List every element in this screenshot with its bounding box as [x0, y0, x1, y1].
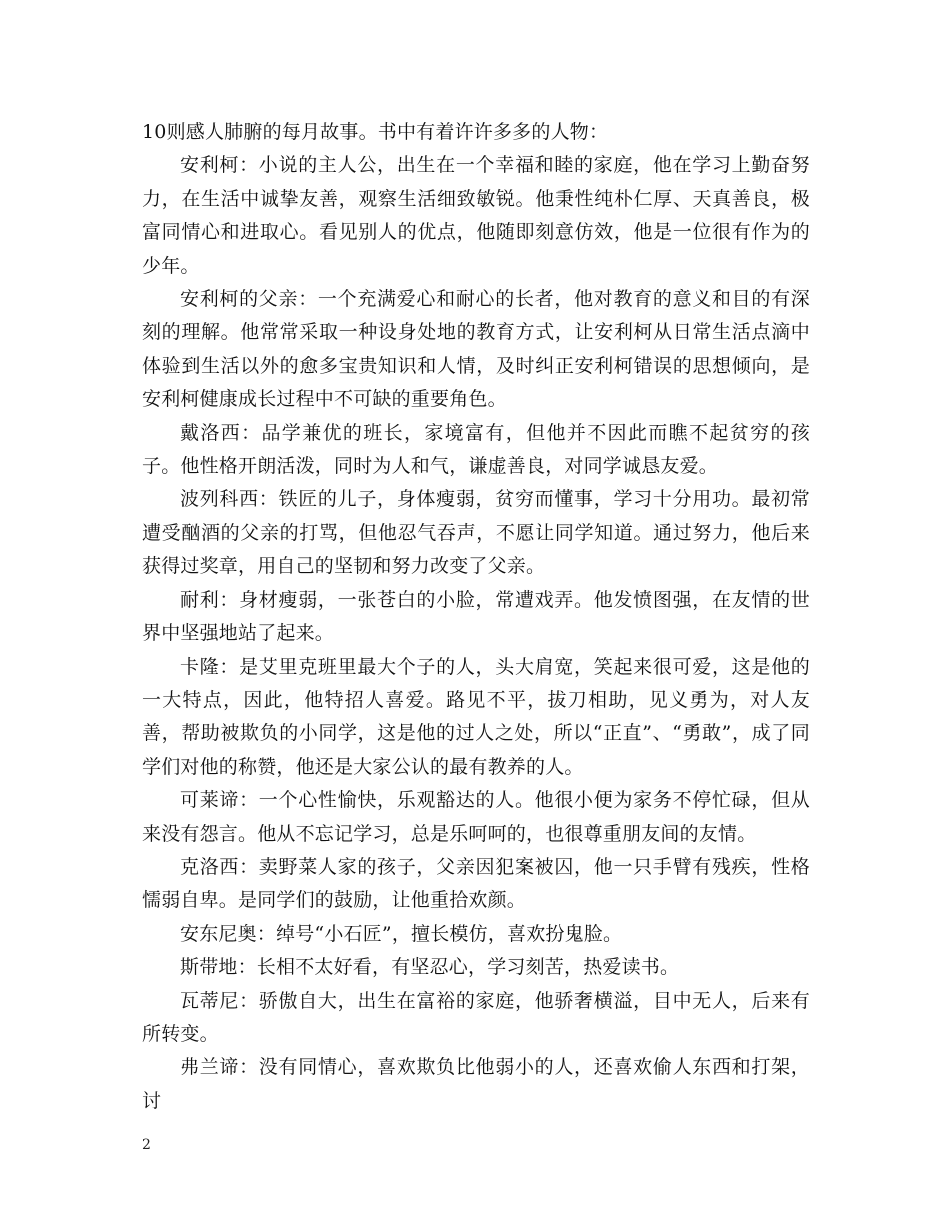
paragraph-kelaidi: 可莱谛：一个心性愉快，乐观豁达的人。他很小便为家务不停忙碌，但从来没有怨言。他从不忘记学习，总是乐呵呵的，也很尊重朋友间的友情。 — [142, 789, 810, 845]
document-body — [142, 116, 810, 1118]
paragraph-bolieke: 波列科西：铁匠的儿子，身体瘦弱，贫穷而懂事，学习十分用功。最初常遭受酗酒的父亲的打骂，但他忍气吞声，不愿让同学知道。通过努力，他后来获得过奖章，用自己的坚韧和努力改变了父亲。 — [142, 488, 810, 578]
paragraph-naili: 耐利：身材瘦弱，一张苍白的小脸，常遭戏弄。他发愤图强，在友情的世界中坚强地站了起来。 — [142, 588, 810, 645]
paragraph-keluoxi: 克洛西：卖野菜人家的孩子，父亲因犯案被囚，他一只手臂有残疾，性格懦弱自卑。是同学们的鼓励，让他重拾欢颜。 — [142, 855, 810, 912]
paragraph-andongniao: 安东尼奥：绰号“小石匠”，擅长模仿，喜欢扮鬼脸。 — [180, 922, 623, 945]
paragraph-anlike: 安利柯：小说的主人公，出生在一个幸福和睦的家庭，他在学习上勤奋努力，在生活中诚挚友善，观察生活细致敏锐。他秉性纯朴仁厚、天真善良，极富同情心和进取心。看见别人的优点，他随即刻意仿效，他是一位很有作为的少年。 — [142, 154, 810, 277]
page-number: 2 — [142, 1137, 151, 1153]
paragraph-intro: 10则感人肺腑的每月故事。书中有着许许多多的人物： — [142, 121, 609, 143]
paragraph-sidaidi: 斯带地：长相不太好看，有坚忍心，学习刻苦，热爱读书。 — [180, 956, 680, 979]
paragraph-kalong: 卡隆：是艾里克班里最大个子的人，头大肩宽，笑起来很可爱，这是他的一大特点，因此，他特招人喜爱。路见不平，拔刀相助，见义勇为，对人友善，帮助被欺负的小同学，这是他的过人之处，所以“正直”、“勇敢”，成了同学们对他的称赞，他还是大家公认的最有教养的人。 — [142, 655, 810, 778]
paragraph-anlike-father: 安利柯的父亲：一个充满爱心和耐心的长者，他对教育的意义和目的有深刻的理解。他常常采取一种设身处地的教育方式，让安利柯从日常生活点滴中体验到生活以外的愈多宝贵知识和人情，及时纠正安利柯错误的思想倾向，是安利柯健康成长过程中不可缺的重要角色。 — [142, 288, 810, 411]
paragraph-fulandi: 弗兰谛：没有同情心，喜欢欺负比他弱小的人，还喜欢偷人东西和打架，讨 — [142, 1056, 810, 1112]
paragraph-dailuoxi: 戴洛西：品学兼优的班长，家境富有，但他并不因此而瞧不起贫穷的孩子。他性格开朗活泼，同时为人和气，谦虚善良，对同学诚恳友爱。 — [142, 421, 810, 478]
paragraph-wadini: 瓦蒂尼：骄傲自大，出生在富裕的家庭，他骄奢横溢，目中无人，后来有所转变。 — [142, 989, 810, 1045]
